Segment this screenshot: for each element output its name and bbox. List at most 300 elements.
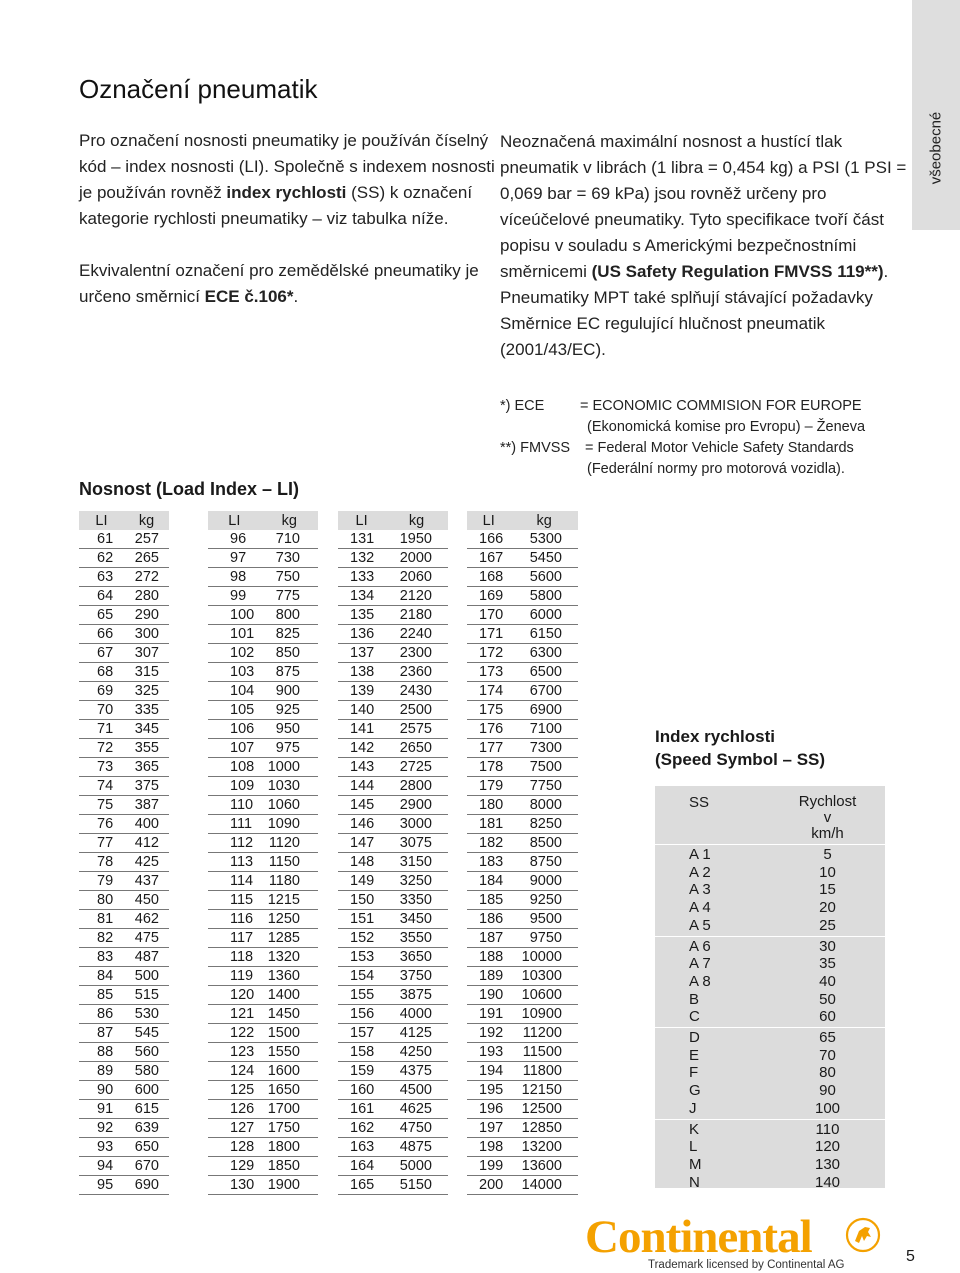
table-row xyxy=(208,891,318,910)
table-row xyxy=(79,796,169,815)
kg-value: 750 xyxy=(261,568,318,587)
load-index-table-3 xyxy=(338,511,448,1195)
kg-value: 4000 xyxy=(385,1005,448,1024)
kg-value: 9000 xyxy=(510,872,578,891)
load-index-table-4 xyxy=(467,511,578,1195)
kg-value: 1360 xyxy=(261,967,318,986)
table-header-row xyxy=(338,511,448,530)
kg-value: 4625 xyxy=(385,1100,448,1119)
speed-symbol: A 8 xyxy=(689,972,711,990)
table-row xyxy=(467,1100,578,1119)
column-header-kg: kg xyxy=(510,511,578,530)
kg-value: 2000 xyxy=(385,549,448,568)
li-value: 144 xyxy=(338,777,385,796)
column-header-li: LI xyxy=(467,511,510,530)
speed-symbol: L xyxy=(689,1138,698,1156)
li-value: 73 xyxy=(79,758,124,777)
li-value: 85 xyxy=(79,986,124,1005)
li-value: 137 xyxy=(338,644,385,663)
table-row xyxy=(338,929,448,948)
continental-logo xyxy=(585,1212,885,1265)
section-tab-label: všeobecné xyxy=(927,111,945,185)
kg-value: 580 xyxy=(124,1062,169,1081)
li-value: 106 xyxy=(208,720,261,739)
li-value: 166 xyxy=(467,530,510,549)
table-row xyxy=(338,568,448,587)
kg-value: 1090 xyxy=(261,815,318,834)
speed-kmh: 80 xyxy=(819,1064,836,1082)
kg-value: 487 xyxy=(124,948,169,967)
speed-row xyxy=(655,1100,885,1118)
table-row xyxy=(79,568,169,587)
li-value: 135 xyxy=(338,606,385,625)
kg-value: 325 xyxy=(124,682,169,701)
li-value: 129 xyxy=(208,1157,261,1176)
kg-value: 3075 xyxy=(385,834,448,853)
kg-value: 315 xyxy=(124,663,169,682)
li-value: 193 xyxy=(467,1043,510,1062)
table-row xyxy=(338,815,448,834)
li-value: 175 xyxy=(467,701,510,720)
table-row xyxy=(338,606,448,625)
kg-value: 2575 xyxy=(385,720,448,739)
li-value: 107 xyxy=(208,739,261,758)
speed-group-divider xyxy=(655,1119,885,1120)
li-value: 92 xyxy=(79,1119,124,1138)
li-value: 84 xyxy=(79,967,124,986)
table-header-row xyxy=(79,511,169,530)
page-number: 5 xyxy=(906,1248,915,1265)
kg-value: 3550 xyxy=(385,929,448,948)
kg-value: 1250 xyxy=(261,910,318,929)
table-row xyxy=(208,587,318,606)
li-value: 185 xyxy=(467,891,510,910)
table-row xyxy=(79,758,169,777)
kg-value: 2650 xyxy=(385,739,448,758)
kg-value: 10000 xyxy=(510,948,578,967)
kg-value: 515 xyxy=(124,986,169,1005)
column-header-li: LI xyxy=(79,511,124,530)
li-value: 100 xyxy=(208,606,261,625)
li-value: 186 xyxy=(467,910,510,929)
kg-value: 7300 xyxy=(510,739,578,758)
speed-symbol: A 4 xyxy=(689,899,711,917)
speed-kmh: 50 xyxy=(819,990,836,1008)
kg-value: 355 xyxy=(124,739,169,758)
li-value: 191 xyxy=(467,1005,510,1024)
kg-value: 950 xyxy=(261,720,318,739)
kg-value: 4750 xyxy=(385,1119,448,1138)
column-header-li: LI xyxy=(338,511,385,530)
table-row xyxy=(79,1157,169,1176)
table-row xyxy=(467,1119,578,1138)
table-row xyxy=(467,1138,578,1157)
kg-value: 1950 xyxy=(385,530,448,549)
li-value: 77 xyxy=(79,834,124,853)
kg-value: 5800 xyxy=(510,587,578,606)
li-value: 67 xyxy=(79,644,124,663)
speed-symbol: A 3 xyxy=(689,881,711,899)
kg-value: 437 xyxy=(124,872,169,891)
li-value: 142 xyxy=(338,739,385,758)
speed-group-divider xyxy=(655,936,885,937)
speed-row xyxy=(655,1029,885,1047)
table-row xyxy=(79,549,169,568)
li-value: 68 xyxy=(79,663,124,682)
li-value: 130 xyxy=(208,1176,261,1195)
speed-row xyxy=(655,955,885,973)
table-row xyxy=(338,910,448,929)
kg-value: 3650 xyxy=(385,948,448,967)
kg-value: 462 xyxy=(124,910,169,929)
li-value: 138 xyxy=(338,663,385,682)
li-value: 74 xyxy=(79,777,124,796)
table-row xyxy=(467,720,578,739)
speed-row xyxy=(655,973,885,991)
kg-value: 13600 xyxy=(510,1157,578,1176)
kg-value: 800 xyxy=(261,606,318,625)
table-row xyxy=(467,967,578,986)
kg-value: 4875 xyxy=(385,1138,448,1157)
kg-value: 10300 xyxy=(510,967,578,986)
kg-value: 1800 xyxy=(261,1138,318,1157)
li-value: 80 xyxy=(79,891,124,910)
li-value: 110 xyxy=(208,796,261,815)
speed-table-header: SS Rychlost v km/h xyxy=(655,790,885,845)
table-row xyxy=(208,1062,318,1081)
speed-row xyxy=(655,938,885,956)
table-row xyxy=(338,853,448,872)
kg-value: 1215 xyxy=(261,891,318,910)
kg-value: 639 xyxy=(124,1119,169,1138)
li-value: 153 xyxy=(338,948,385,967)
li-value: 117 xyxy=(208,929,261,948)
table-row xyxy=(338,1176,448,1195)
li-value: 178 xyxy=(467,758,510,777)
kg-value: 1285 xyxy=(261,929,318,948)
kg-value: 900 xyxy=(261,682,318,701)
table-row xyxy=(338,1138,448,1157)
table-row xyxy=(79,720,169,739)
table-row xyxy=(338,663,448,682)
table-row xyxy=(467,1062,578,1081)
table-row xyxy=(338,834,448,853)
table-row xyxy=(467,758,578,777)
li-value: 160 xyxy=(338,1081,385,1100)
li-value: 93 xyxy=(79,1138,124,1157)
table-row xyxy=(338,701,448,720)
table-row xyxy=(208,1100,318,1119)
li-value: 101 xyxy=(208,625,261,644)
table-row xyxy=(208,758,318,777)
speed-row xyxy=(655,1082,885,1100)
table-row xyxy=(208,1138,318,1157)
table-row xyxy=(208,625,318,644)
kg-value: 12500 xyxy=(510,1100,578,1119)
speed-symbol: B xyxy=(689,990,700,1008)
table-row xyxy=(208,853,318,872)
table-row xyxy=(467,1176,578,1195)
li-value: 195 xyxy=(467,1081,510,1100)
kg-value: 615 xyxy=(124,1100,169,1119)
table-row xyxy=(79,891,169,910)
kg-value: 1750 xyxy=(261,1119,318,1138)
li-value: 155 xyxy=(338,986,385,1005)
li-value: 66 xyxy=(79,625,124,644)
li-value: 121 xyxy=(208,1005,261,1024)
li-value: 62 xyxy=(79,549,124,568)
kg-value: 265 xyxy=(124,549,169,568)
speed-symbol: M xyxy=(689,1155,702,1173)
table-row xyxy=(79,530,169,549)
li-value: 161 xyxy=(338,1100,385,1119)
kg-value: 8500 xyxy=(510,834,578,853)
table-row xyxy=(467,853,578,872)
li-value: 143 xyxy=(338,758,385,777)
table-row xyxy=(338,1024,448,1043)
table-row xyxy=(208,872,318,891)
table-row xyxy=(79,853,169,872)
svg-text:Continental: Continental xyxy=(585,1212,812,1260)
kg-value: 6300 xyxy=(510,644,578,663)
speed-row xyxy=(655,1047,885,1065)
li-value: 70 xyxy=(79,701,124,720)
li-value: 82 xyxy=(79,929,124,948)
li-value: 86 xyxy=(79,1005,124,1024)
li-value: 104 xyxy=(208,682,261,701)
speed-kmh: 30 xyxy=(819,937,836,955)
kg-value: 775 xyxy=(261,587,318,606)
li-value: 63 xyxy=(79,568,124,587)
kg-value: 6000 xyxy=(510,606,578,625)
li-value: 125 xyxy=(208,1081,261,1100)
li-value: 114 xyxy=(208,872,261,891)
speed-kmh: 70 xyxy=(819,1046,836,1064)
table-row xyxy=(338,1157,448,1176)
page-title: Označení pneumatik xyxy=(79,74,318,104)
table-row xyxy=(467,986,578,1005)
speed-row xyxy=(655,1008,885,1026)
intro-paragraph-2: Ekvivalentní označení pro zemědělské pneumatiky je určeno směrnicí ECE č.106*. xyxy=(79,261,479,306)
speed-row xyxy=(655,1064,885,1082)
speed-row xyxy=(655,846,885,864)
speed-symbol: D xyxy=(689,1029,700,1046)
kg-value: 3350 xyxy=(385,891,448,910)
li-value: 120 xyxy=(208,986,261,1005)
li-value: 76 xyxy=(79,815,124,834)
li-value: 200 xyxy=(467,1176,510,1195)
li-value: 150 xyxy=(338,891,385,910)
table-row xyxy=(208,796,318,815)
li-value: 127 xyxy=(208,1119,261,1138)
kg-value: 8000 xyxy=(510,796,578,815)
kg-value: 7100 xyxy=(510,720,578,739)
kg-value: 12850 xyxy=(510,1119,578,1138)
kg-value: 500 xyxy=(124,967,169,986)
li-value: 103 xyxy=(208,663,261,682)
li-value: 122 xyxy=(208,1024,261,1043)
kg-value: 10900 xyxy=(510,1005,578,1024)
li-value: 170 xyxy=(467,606,510,625)
intro-text xyxy=(79,128,499,310)
speed-kmh: 90 xyxy=(819,1082,836,1100)
table-row xyxy=(338,777,448,796)
kg-value: 3750 xyxy=(385,967,448,986)
kg-value: 6700 xyxy=(510,682,578,701)
table-row xyxy=(208,568,318,587)
li-value: 171 xyxy=(467,625,510,644)
li-value: 180 xyxy=(467,796,510,815)
li-value: 89 xyxy=(79,1062,124,1081)
kg-value: 1500 xyxy=(261,1024,318,1043)
table-row xyxy=(208,1176,318,1195)
table-row xyxy=(467,587,578,606)
speed-symbol: E xyxy=(689,1046,700,1064)
kg-value: 4250 xyxy=(385,1043,448,1062)
li-value: 177 xyxy=(467,739,510,758)
li-value: 174 xyxy=(467,682,510,701)
speed-row xyxy=(655,864,885,882)
speed-row xyxy=(655,1174,885,1192)
table-row xyxy=(208,929,318,948)
speed-symbol: C xyxy=(689,1008,700,1026)
li-value: 198 xyxy=(467,1138,510,1157)
kg-value: 925 xyxy=(261,701,318,720)
speed-kmh: 35 xyxy=(819,955,836,973)
li-value: 179 xyxy=(467,777,510,796)
table-row xyxy=(79,587,169,606)
li-value: 156 xyxy=(338,1005,385,1024)
speed-row xyxy=(655,991,885,1009)
footnote-fmvss: **) FMVSS = Federal Motor Vehicle Safety Standards xyxy=(500,440,854,456)
table-row xyxy=(467,625,578,644)
li-value: 188 xyxy=(467,948,510,967)
li-value: 192 xyxy=(467,1024,510,1043)
speed-row xyxy=(655,1121,885,1139)
li-value: 126 xyxy=(208,1100,261,1119)
kg-value: 4500 xyxy=(385,1081,448,1100)
li-value: 159 xyxy=(338,1062,385,1081)
kg-value: 5450 xyxy=(510,549,578,568)
kg-value: 6150 xyxy=(510,625,578,644)
li-value: 148 xyxy=(338,853,385,872)
table-row xyxy=(338,1081,448,1100)
speed-kmh: 5 xyxy=(823,846,832,863)
table-row xyxy=(79,777,169,796)
table-row xyxy=(79,644,169,663)
kg-value: 11200 xyxy=(510,1024,578,1043)
li-value: 173 xyxy=(467,663,510,682)
table-row xyxy=(208,720,318,739)
speed-row xyxy=(655,899,885,917)
li-value: 157 xyxy=(338,1024,385,1043)
table-row xyxy=(467,1024,578,1043)
table-header-row xyxy=(208,511,318,530)
load-index-table-2 xyxy=(208,511,318,1195)
kg-value: 14000 xyxy=(510,1176,578,1195)
table-row xyxy=(79,1024,169,1043)
speed-symbol: A 7 xyxy=(689,955,711,973)
kg-value: 1700 xyxy=(261,1100,318,1119)
li-value: 187 xyxy=(467,929,510,948)
li-value: 102 xyxy=(208,644,261,663)
kg-value: 545 xyxy=(124,1024,169,1043)
li-value: 165 xyxy=(338,1176,385,1195)
li-value: 72 xyxy=(79,739,124,758)
kg-value: 307 xyxy=(124,644,169,663)
table-row xyxy=(467,1005,578,1024)
li-value: 184 xyxy=(467,872,510,891)
column-header-kg: kg xyxy=(261,511,318,530)
kg-value: 3450 xyxy=(385,910,448,929)
li-value: 109 xyxy=(208,777,261,796)
li-value: 133 xyxy=(338,568,385,587)
li-value: 116 xyxy=(208,910,261,929)
li-value: 132 xyxy=(338,549,385,568)
table-row xyxy=(79,1043,169,1062)
speed-kmh: 140 xyxy=(814,1173,841,1191)
kg-value: 975 xyxy=(261,739,318,758)
li-value: 196 xyxy=(467,1100,510,1119)
kg-value: 560 xyxy=(124,1043,169,1062)
table-row xyxy=(338,530,448,549)
table-row xyxy=(79,701,169,720)
kg-value: 2360 xyxy=(385,663,448,682)
table-row xyxy=(79,929,169,948)
kg-value: 272 xyxy=(124,568,169,587)
table-row xyxy=(338,967,448,986)
table-row xyxy=(467,739,578,758)
kg-value: 1450 xyxy=(261,1005,318,1024)
table-row xyxy=(79,834,169,853)
kg-value: 1600 xyxy=(261,1062,318,1081)
table-row xyxy=(338,1100,448,1119)
li-value: 162 xyxy=(338,1119,385,1138)
li-value: 168 xyxy=(467,568,510,587)
kg-value: 10600 xyxy=(510,986,578,1005)
li-value: 141 xyxy=(338,720,385,739)
li-value: 140 xyxy=(338,701,385,720)
table-row xyxy=(79,682,169,701)
table-row xyxy=(208,682,318,701)
load-index-title: Nosnost (Load Index – LI) xyxy=(79,479,300,499)
li-value: 136 xyxy=(338,625,385,644)
li-value: 167 xyxy=(467,549,510,568)
table-row xyxy=(338,796,448,815)
kg-value: 450 xyxy=(124,891,169,910)
kg-value: 1000 xyxy=(261,758,318,777)
kg-value: 2060 xyxy=(385,568,448,587)
li-value: 87 xyxy=(79,1024,124,1043)
table-row xyxy=(467,682,578,701)
kg-value: 1060 xyxy=(261,796,318,815)
kg-value: 2180 xyxy=(385,606,448,625)
li-value: 154 xyxy=(338,967,385,986)
kg-value: 825 xyxy=(261,625,318,644)
table-row xyxy=(467,872,578,891)
horse-emblem-icon xyxy=(847,1219,879,1251)
li-value: 181 xyxy=(467,815,510,834)
table-row xyxy=(208,701,318,720)
table-row xyxy=(467,929,578,948)
table-row xyxy=(208,1043,318,1062)
kg-value: 3875 xyxy=(385,986,448,1005)
table-row xyxy=(338,625,448,644)
li-value: 112 xyxy=(208,834,261,853)
kg-value: 2120 xyxy=(385,587,448,606)
table-row xyxy=(208,1024,318,1043)
kg-value: 412 xyxy=(124,834,169,853)
